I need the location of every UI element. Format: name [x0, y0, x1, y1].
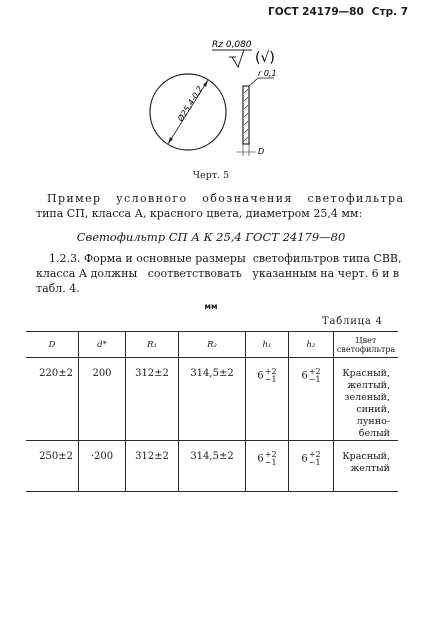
filter-front-view — [150, 74, 226, 150]
header-d-inner: d* — [79, 332, 126, 358]
color-item: синий, — [356, 404, 390, 415]
color-item: желтый, — [347, 380, 390, 391]
header-h1: h₁ — [246, 332, 289, 358]
example-heading: Пример условного обозначения светофильтра — [47, 192, 405, 205]
cell-r1: 312±2 — [126, 358, 179, 441]
diameter-label: Ø25,4-0,2 — [176, 84, 205, 124]
example-text: типа СП, класса А, красного цвета, диаметром 25,4 мм: — [36, 207, 363, 220]
h2-nominal: 6 — [301, 370, 308, 382]
header-r2: R₂ — [179, 332, 246, 358]
check-symbol: (√) — [255, 50, 275, 66]
filter-side-view — [236, 69, 277, 156]
radius-label: r 0,1 — [258, 69, 277, 78]
roughness-label: Rz 0,080 — [212, 40, 252, 50]
color-item: Красный, — [342, 368, 390, 379]
cell-d-outer: 250±2 — [26, 441, 79, 492]
page-number: Стр. 7 — [371, 6, 409, 18]
h2-upper: +2 — [308, 367, 321, 376]
h1-upper: +2 — [264, 450, 277, 459]
thickness-label: D — [258, 147, 265, 156]
cell-h1 — [246, 358, 289, 441]
h2-upper: +2 — [308, 450, 321, 459]
cell-h2 — [289, 358, 334, 441]
header-r1: R₁ — [126, 332, 179, 358]
clause-1-2-3-line-2: класса А должны соответствовать указанным на черт. 6 и в — [36, 267, 400, 280]
h1-nominal: 6 — [257, 453, 264, 465]
cell-d-outer: 220±2 — [26, 358, 79, 441]
color-item: зеленый, — [344, 392, 390, 403]
h1-lower: −1 — [264, 458, 277, 467]
header-filter-color: Цвет светофильтра — [334, 332, 399, 358]
h2-tolerance — [309, 368, 321, 384]
table-units: мм — [204, 302, 218, 311]
cell-h2 — [289, 441, 334, 492]
clause-1-2-3-line-1: 1.2.3. Форма и основные размеры светофильтров типа СВВ, — [49, 252, 402, 265]
cell-colors — [334, 358, 399, 441]
cell-h1 — [246, 441, 289, 492]
header-h2: h₂ — [289, 332, 334, 358]
cell-r2: 314,5±2 — [179, 441, 246, 492]
h2-tolerance — [309, 451, 321, 467]
h1-tolerance — [265, 451, 277, 467]
h2-lower: −1 — [308, 458, 321, 467]
drawing-5 — [0, 0, 422, 168]
color-item: лунно-белый — [356, 416, 390, 439]
h2-lower: −1 — [308, 375, 321, 384]
h1-tolerance — [265, 368, 277, 384]
cell-d-inner: ·200 — [79, 441, 126, 492]
figure-caption: Черт. 5 — [192, 170, 230, 181]
designation-example: Светофильтр СП А К 25,4 ГОСТ 24179—80 — [76, 230, 346, 244]
cell-d-inner: 200 — [79, 358, 126, 441]
table-row — [26, 441, 398, 492]
header-d-outer: D — [26, 332, 79, 358]
clause-1-2-3-line-3: табл. 4. — [36, 282, 80, 295]
table-title: Таблица 4 — [322, 316, 383, 327]
h2-nominal: 6 — [301, 453, 308, 465]
roughness-symbol — [212, 40, 275, 67]
h1-nominal: 6 — [257, 370, 264, 382]
color-item: желтый — [350, 463, 390, 474]
cell-r2: 314,5±2 — [179, 358, 246, 441]
dimensions-table — [26, 331, 398, 492]
standard-number: ГОСТ 24179—80 — [268, 6, 364, 18]
table-header-row — [26, 332, 398, 358]
table-row — [26, 358, 398, 441]
cell-r1: 312±2 — [126, 441, 179, 492]
color-item: Красный, — [342, 451, 390, 462]
h1-upper: +2 — [264, 367, 277, 376]
cell-colors — [334, 441, 399, 492]
h1-lower: −1 — [264, 375, 277, 384]
